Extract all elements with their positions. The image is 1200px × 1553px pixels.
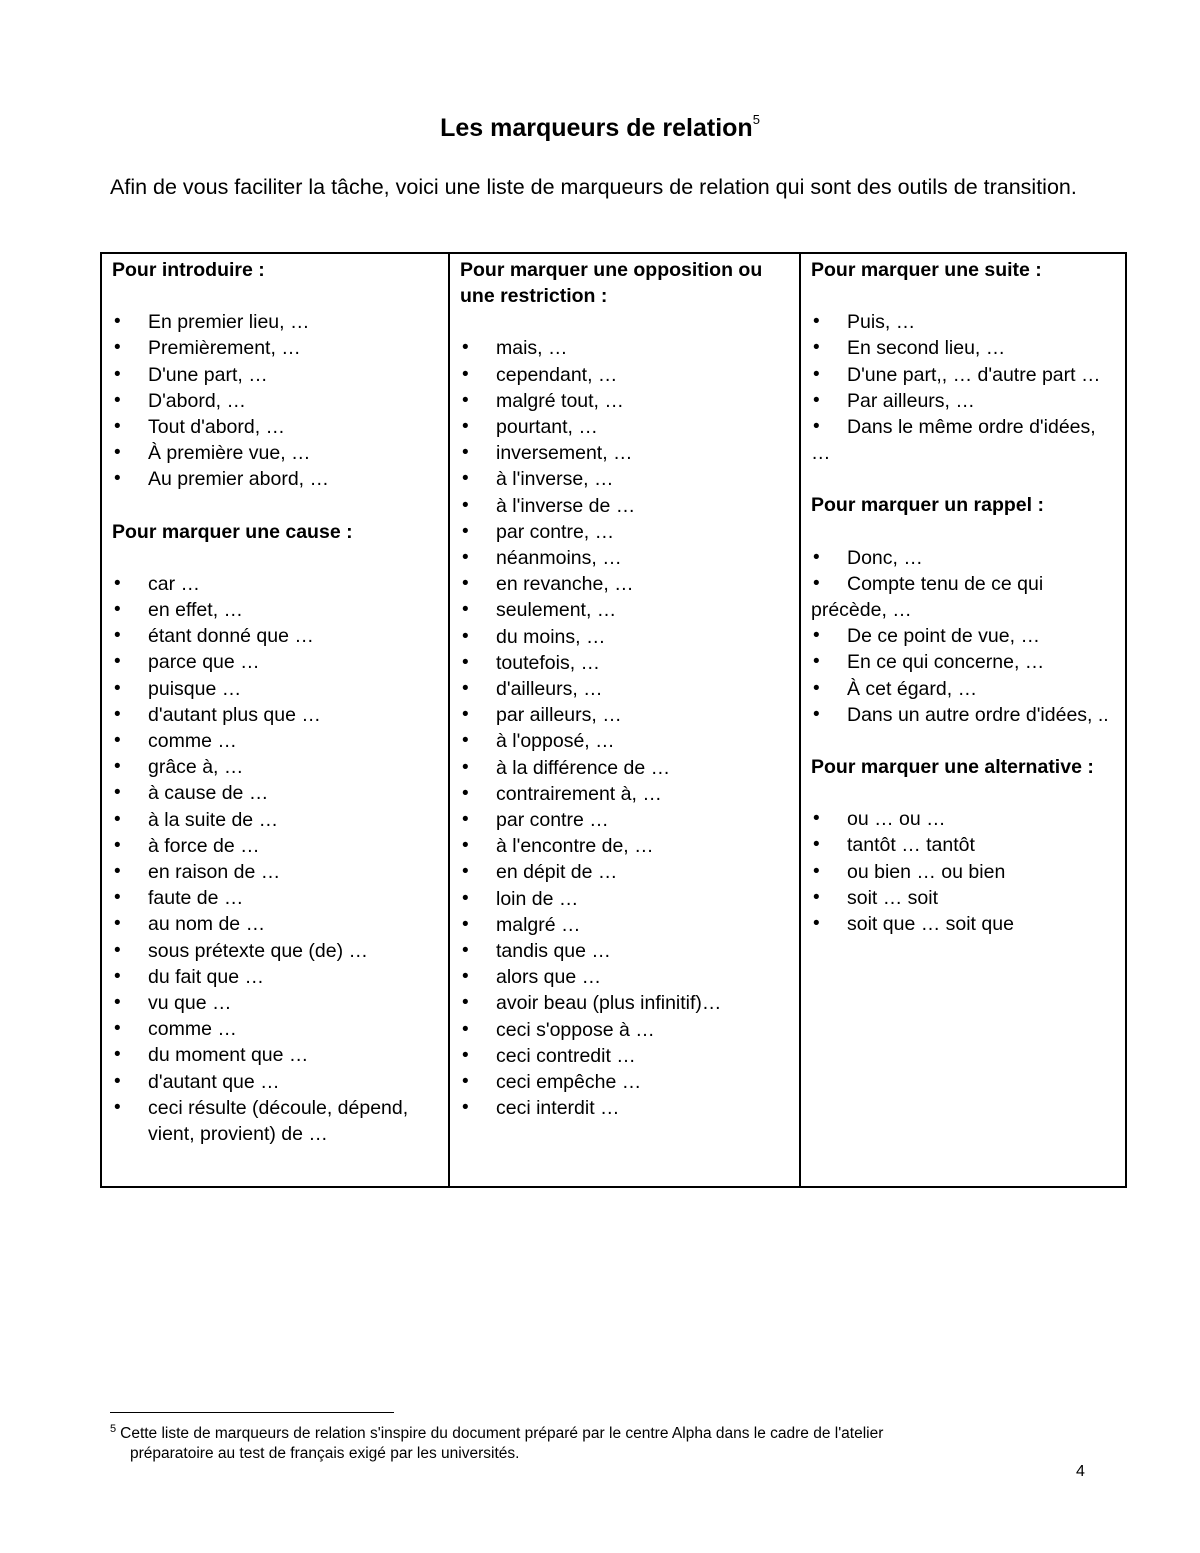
footnote-mark: 5 xyxy=(110,1423,117,1435)
list-item: • Dans le même ordre d'idées, … xyxy=(811,414,1119,466)
list-item: • seulement, … xyxy=(460,597,793,623)
list-item: • Premièrement, … xyxy=(112,335,442,361)
marker-list xyxy=(112,571,442,1147)
list-item: • puisque … xyxy=(112,676,442,702)
list-item: • D'une part, … xyxy=(112,362,442,388)
footnote-line-2: préparatoire au test de français exigé par les universités. xyxy=(130,1445,520,1462)
marker-list xyxy=(460,335,793,1121)
list-item: • du moment que … xyxy=(112,1042,442,1068)
list-item: • néanmoins, … xyxy=(460,545,793,571)
list-item: • En second lieu, … xyxy=(811,335,1119,361)
section-heading: Pour marquer une cause : xyxy=(112,520,353,543)
list-item: • En premier lieu, … xyxy=(112,309,442,335)
list-item: • D'une part,, … d'autre part … xyxy=(811,362,1119,388)
list-item: • comme … xyxy=(112,728,442,754)
list-item: • soit … soit xyxy=(811,885,1119,911)
list-item: • du fait que … xyxy=(112,964,442,990)
list-item: • vu que … xyxy=(112,990,442,1016)
list-item: • Puis, … xyxy=(811,309,1119,335)
list-item: • ceci résulte (découle, dépend, vient, provient) de … xyxy=(112,1095,442,1147)
list-item: • ceci contredit … xyxy=(460,1043,793,1069)
list-item: • ceci interdit … xyxy=(460,1095,793,1121)
list-item: • alors que … xyxy=(460,964,793,990)
list-item: • en effet, … xyxy=(112,597,442,623)
section-heading: Pour marquer une suite : xyxy=(811,259,1042,281)
list-item: • ceci s'oppose à … xyxy=(460,1017,793,1043)
list-item: • à la suite de … xyxy=(112,807,442,833)
page-number: 4 xyxy=(1076,1463,1085,1480)
list-item: • au nom de … xyxy=(112,911,442,937)
footnote-divider xyxy=(110,1412,394,1413)
page-title xyxy=(0,112,1200,143)
marker-list xyxy=(811,309,1119,466)
section-heading: Pour marquer un rappel : xyxy=(811,494,1044,517)
list-item: • Dans un autre ordre d'idées, .. xyxy=(811,702,1119,728)
list-item: • pourtant, … xyxy=(460,414,793,440)
list-item: • par ailleurs, … xyxy=(460,702,793,728)
list-item: • faute de … xyxy=(112,885,442,911)
list-item: • à la différence de … xyxy=(460,755,793,781)
list-item: • parce que … xyxy=(112,649,442,675)
list-item: • D'abord, … xyxy=(112,388,442,414)
marker-list xyxy=(811,545,1119,728)
list-item: • Par ailleurs, … xyxy=(811,388,1119,414)
list-item: • avoir beau (plus infinitif)… xyxy=(460,990,793,1016)
list-item: • Compte tenu de ce qui précède, … xyxy=(811,571,1119,623)
list-item: • Tout d'abord, … xyxy=(112,414,442,440)
list-item: • toutefois, … xyxy=(460,650,793,676)
list-item: • à l'inverse de … xyxy=(460,493,793,519)
list-item: • ou … ou … xyxy=(811,806,1119,832)
list-item: • malgré tout, … xyxy=(460,388,793,414)
list-item: • malgré … xyxy=(460,912,793,938)
section-heading: Pour introduire : xyxy=(112,259,265,281)
list-item: • À cet égard, … xyxy=(811,676,1119,702)
column-introduction-cause xyxy=(101,253,449,1187)
list-item: • à l'encontre de, … xyxy=(460,833,793,859)
list-item: • tantôt … tantôt xyxy=(811,832,1119,858)
list-item: • tandis que … xyxy=(460,938,793,964)
list-item: • à force de … xyxy=(112,833,442,859)
markers-table xyxy=(100,252,1127,1188)
list-item: • À première vue, … xyxy=(112,440,442,466)
list-item: • du moins, … xyxy=(460,624,793,650)
list-item: • en raison de … xyxy=(112,859,442,885)
footnote-line-1: Cette liste de marqueurs de relation s'inspire du document préparé par le centre Alpha dans le cadre de l'atelier xyxy=(120,1425,884,1442)
list-item: • car … xyxy=(112,571,442,597)
list-item: • ceci empêche … xyxy=(460,1069,793,1095)
column-opposition xyxy=(449,253,800,1187)
list-item: • mais, … xyxy=(460,335,793,361)
list-item: • grâce à, … xyxy=(112,754,442,780)
list-item: • En ce qui concerne, … xyxy=(811,649,1119,675)
marker-list xyxy=(811,806,1119,937)
marker-list xyxy=(112,309,442,492)
list-item: • par contre, … xyxy=(460,519,793,545)
footnote xyxy=(110,1419,1030,1464)
column-suite-rappel-alternative xyxy=(800,253,1126,1187)
page-title-text: Les marqueurs de relation xyxy=(440,114,753,142)
section-heading: Pour marquer une opposition ou une restriction : xyxy=(460,259,763,308)
section-heading: Pour marquer une alternative : xyxy=(811,756,1094,779)
list-item: • à cause de … xyxy=(112,780,442,806)
list-item: • comme … xyxy=(112,1016,442,1042)
list-item: • cependant, … xyxy=(460,362,793,388)
list-item: • inversement, … xyxy=(460,440,793,466)
list-item: • d'ailleurs, … xyxy=(460,676,793,702)
list-item: • à l'opposé, … xyxy=(460,728,793,754)
list-item: • loin de … xyxy=(460,886,793,912)
list-item: • sous prétexte que (de) … xyxy=(112,938,442,964)
footnote-reference: 5 xyxy=(752,112,760,127)
list-item: • par contre … xyxy=(460,807,793,833)
list-item: • soit que … soit que xyxy=(811,911,1119,937)
list-item: • Donc, … xyxy=(811,545,1119,571)
list-item: • d'autant que … xyxy=(112,1069,442,1095)
list-item: • Au premier abord, … xyxy=(112,466,442,492)
list-item: • ou bien … ou bien xyxy=(811,859,1119,885)
list-item: • à l'inverse, … xyxy=(460,466,793,492)
list-item: • De ce point de vue, … xyxy=(811,623,1119,649)
list-item: • en revanche, … xyxy=(460,571,793,597)
list-item: • d'autant plus que … xyxy=(112,702,442,728)
list-item: • étant donné que … xyxy=(112,623,442,649)
intro-paragraph: Afin de vous faciliter la tâche, voici une liste de marqueurs de relation qui sont des outils de transition. xyxy=(110,175,1077,199)
list-item: • contrairement à, … xyxy=(460,781,793,807)
list-item: • en dépit de … xyxy=(460,859,793,885)
